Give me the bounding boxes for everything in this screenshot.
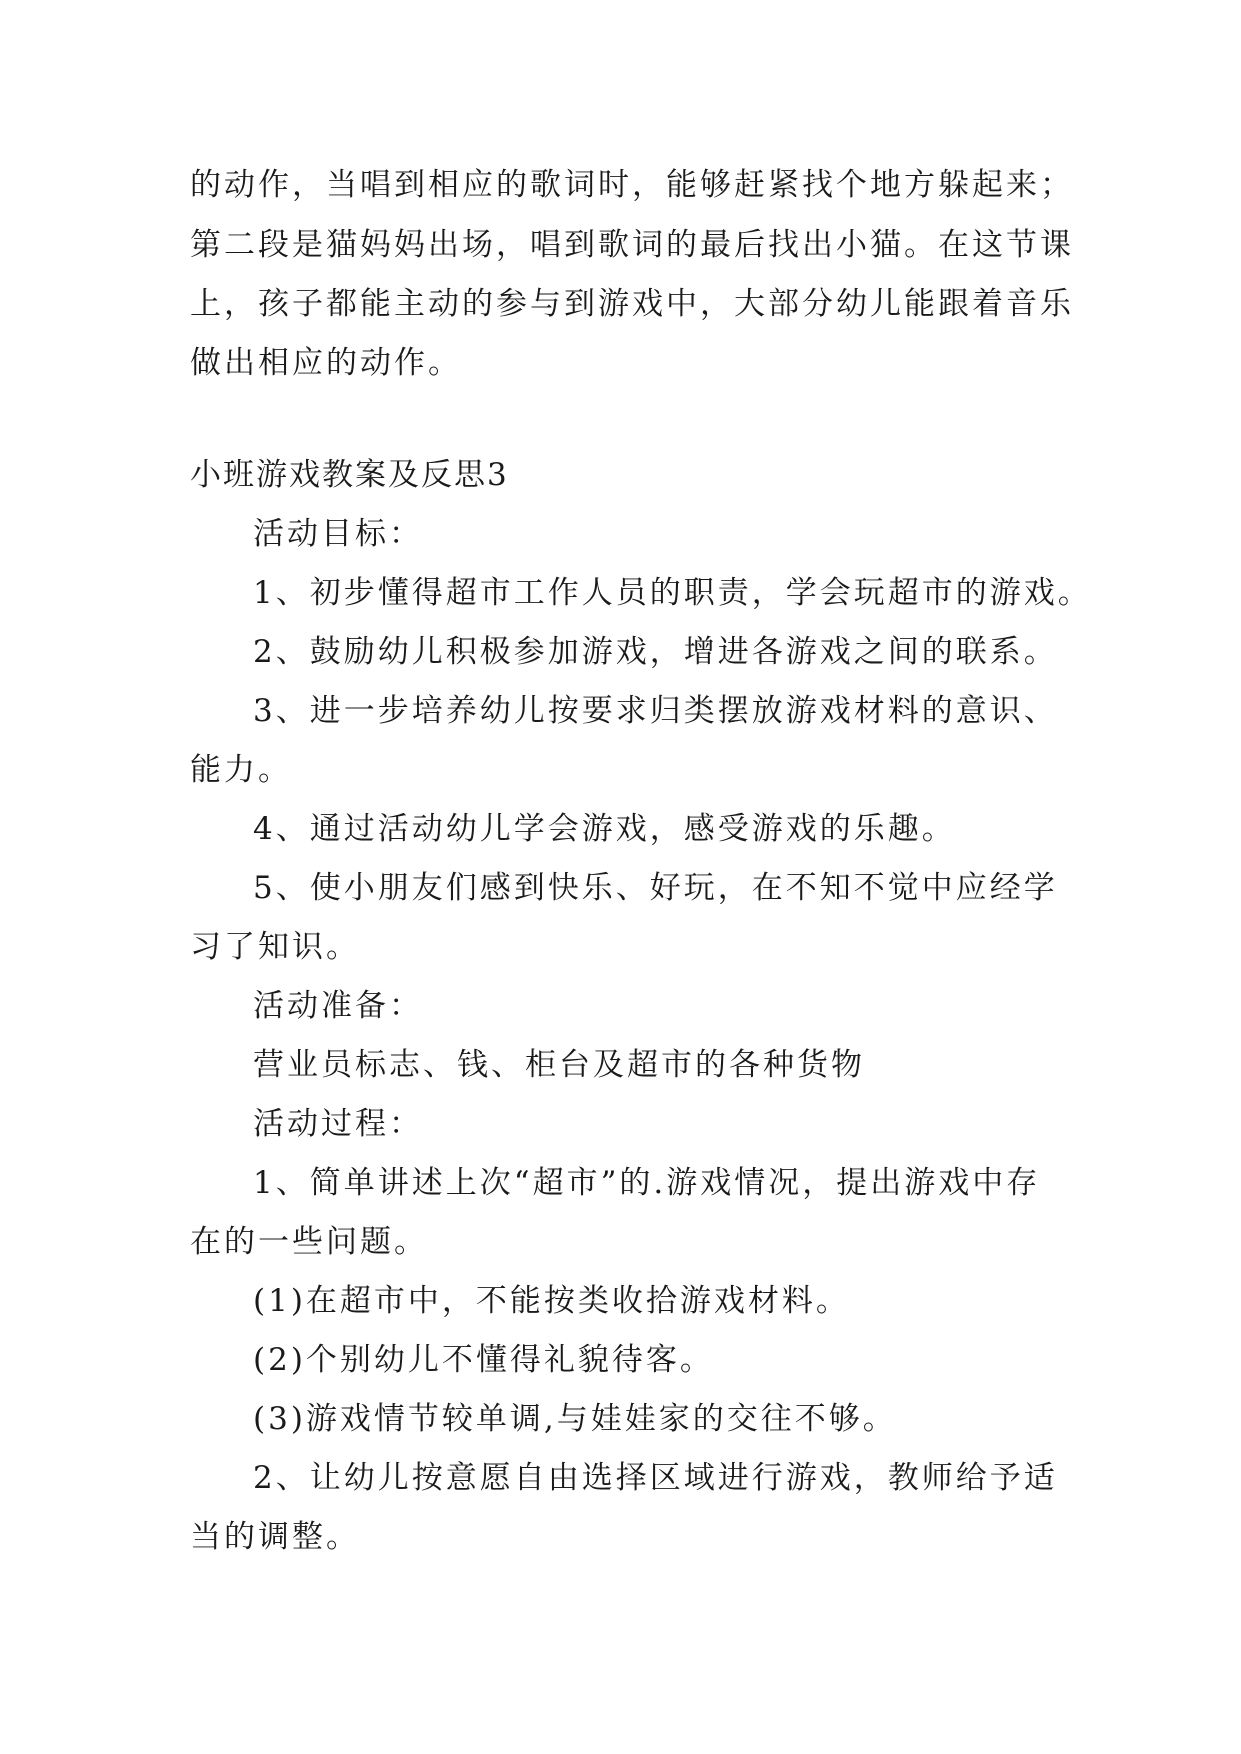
paragraph-line: 第二段是猫妈妈出场，唱到歌词的最后找出小猫。在这节课 [190,227,1074,263]
goal-item-4: 4、通过活动幼儿学会游戏，感受游戏的乐趣。 [253,811,956,847]
paragraph-line: 上，孩子都能主动的参与到游戏中，大部分幼儿能跟着音乐 [190,286,1074,322]
paragraph-line: 做出相应的动作。 [190,345,462,381]
goal-item-5-line-2: 习了知识。 [190,929,360,965]
process-step-2-line-2: 当的调整。 [190,1519,360,1555]
goal-item-3-line-2: 能力。 [190,752,292,788]
process-step-1-line-1: 1、简单讲述上次“超市”的.游戏情况，提出游戏中存 [253,1165,1041,1201]
section-title: 小班游戏教案及反思3 [190,457,509,493]
goals-heading: 活动目标： [253,516,423,552]
goal-item-1: 1、初步懂得超市工作人员的职责，学会玩超市的游戏。 [253,575,1092,611]
process-sub-item-2: (2)个别幼儿不懂得礼貌待客。 [253,1342,714,1378]
preparation-content: 营业员标志、钱、柜台及超市的各种货物 [253,1047,865,1083]
process-step-1-line-2: 在的一些问题。 [190,1224,428,1260]
process-sub-item-3: (3)游戏情节较单调,与娃娃家的交往不够。 [253,1401,897,1437]
goal-item-5-line-1: 5、使小朋友们感到快乐、好玩，在不知不觉中应经学 [253,870,1058,906]
process-step-2-line-1: 2、让幼儿按意愿自由选择区域进行游戏，教师给予适 [253,1460,1058,1496]
process-sub-item-1: (1)在超市中，不能按类收拾游戏材料。 [253,1283,850,1319]
paragraph-line: 的动作，当唱到相应的歌词时，能够赶紧找个地方躲起来； [190,167,1074,203]
goal-item-3-line-1: 3、进一步培养幼儿按要求归类摆放游戏材料的意识、 [253,693,1058,729]
goal-item-2: 2、鼓励幼儿积极参加游戏，增进各游戏之间的联系。 [253,634,1058,670]
preparation-heading: 活动准备： [253,988,423,1024]
process-heading: 活动过程： [253,1106,423,1142]
